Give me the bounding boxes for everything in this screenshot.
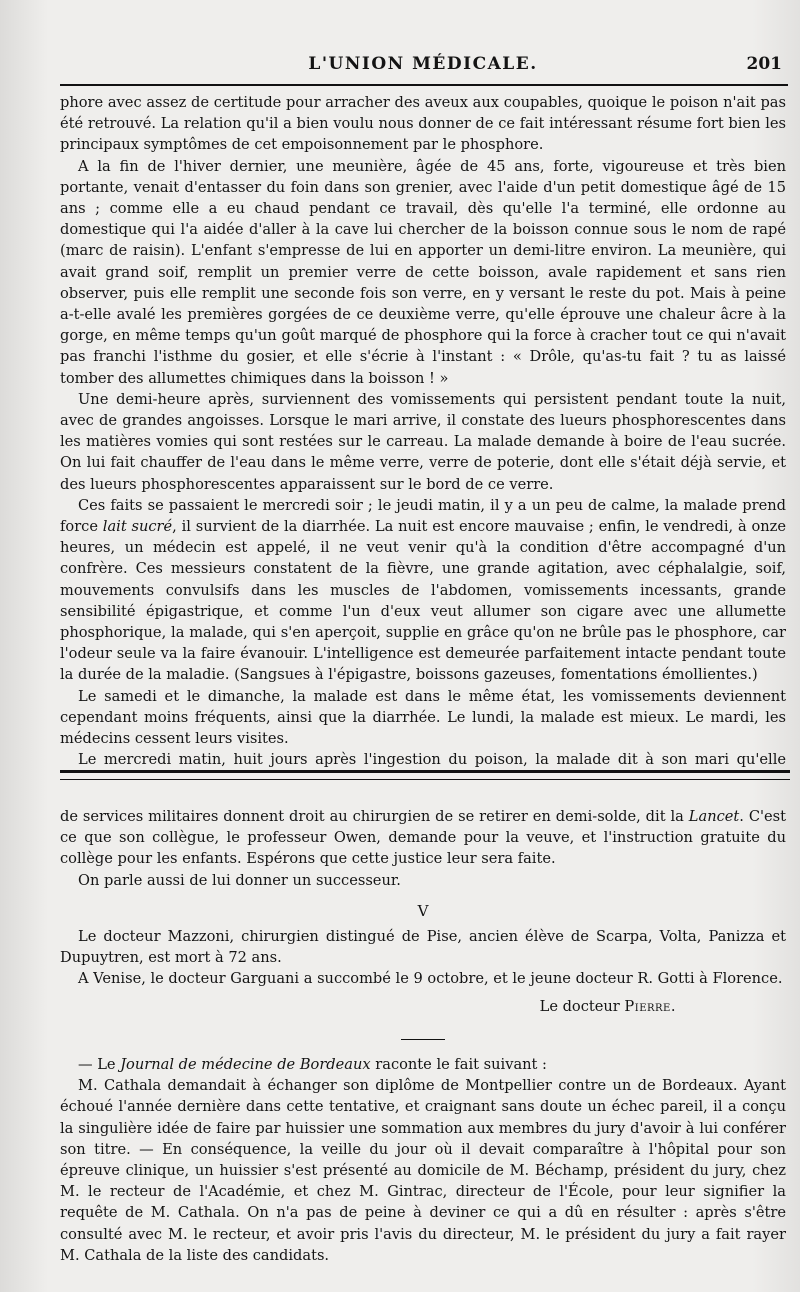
main-article: [60, 92, 786, 771]
page-number: 201: [746, 54, 782, 74]
paragraph: [60, 1054, 786, 1075]
paragraph: M. Cathala demandait à échanger son diplôme de Montpellier contre un de Bordeaux. Ayant échoué l'année dernière dans cette tentative, et craignant sans doute un échec pareil, il a conçu la singulière idée de faire par huissier une sommation aux membres du jury d'avoir à lui conférer son titre. — En conséquence, la veille du jour où il devait comparaître à l'hôpital pour son épreuve clinique, un huissier s'est présenté au domicile de M. Béchamp, président du jury, chez M. le recteur de l'Académie, et chez M. Gintrac, directeur de l'École, pour leur signifier la requête de M. Cathala. On n'a pas de peine à deviner ce qui a dû en résulter : après s'être consulté avec M. le recteur, et avoir pris l'avis du directeur, M. le président du jury a fait rayer M. Cathala de la liste des candidats.: [60, 1077, 786, 1264]
news-item: [60, 1054, 786, 1266]
feuilleton-divider: [60, 770, 790, 780]
paragraph: On parle aussi de lui donner un successeur.: [78, 871, 401, 889]
text-run: Ces faits se passaient le mercredi soir ; le jeudi matin, il y a un peu de calme, la malade prend force: [60, 496, 786, 536]
text-run: . C'est ce que son collègue, le professeur Owen, demande pour la veuve, et l'instruction gratuite du collège pour les enfants. Espérons que cette justice leur sera faite.: [60, 808, 787, 868]
text-run: — Le: [78, 1056, 121, 1073]
header-rule: [60, 84, 788, 86]
paragraph: Le docteur Mazzoni, chirurgien distingué de Pise, ancien élève de Scarpa, Volta, Panizza et Dupuytren, est mort à 72 ans.: [60, 928, 786, 967]
paragraph: A la fin de l'hiver dernier, une meunière, âgée de 45 ans, forte, vigoureuse et très bien portante, venait d'entasser du foin dans son grenier, avec l'aide d'un petit domestique âgé de 15 ans ; comme elle a eu chaud pendant ce travail, dès qu'elle l'a terminé, elle ordonne au domestique qui l'a aidée d'aller à la cave lui chercher de la boisson connue sous le nom de rapé (marc de raisin). L'enfant s'empresse de lui en apporter un demi-litre environ. La meunière, qui avait grand soif, remplit un premier verre de cette boisson, avale rapidement et sans rien observer, puis elle remplit une seconde fois son verre, en y versant le reste du pot. Mais à peine a-t-elle avalé les premières gorgées de ce deuxième verre, qu'elle éprouve une chaleur âcre à la gorge, en même temps qu'un goût marqué de phosphore qui la force à cracher tout ce qui n'avait pas franchi l'isthme du gosier, et elle s'écrie à l'instant : « Drôle, qu'as-tu fait ? tu as laissé tomber des allumettes chimiques dans la boisson ! »: [60, 157, 786, 387]
paragraph: [60, 806, 786, 870]
running-title: L'UNION MÉDICALE.: [308, 54, 538, 74]
page-header: [60, 54, 786, 82]
paragraph-continued: phore avec assez de certitude pour arracher des aveux aux coupables, quoique le poison n'ait pas été retrouvé. La relation qu'il a bien voulu nous donner de ce fait intéressant résume fort bien les principaux symptômes de cet empoisonnement par le phosphore.: [60, 94, 786, 154]
author-signature: [60, 996, 786, 1017]
section-numeral: V: [417, 901, 429, 920]
italic-phrase: lait sucré: [102, 518, 173, 536]
signature-name: Pierre.: [624, 997, 676, 1015]
separator-rule: [401, 1039, 445, 1040]
italic-journal-name: Journal de médecine de Bordeaux: [120, 1056, 371, 1073]
paragraph: Une demi-heure après, surviennent des vomissements qui persistent pendant toute la nuit, avec de grandes angoisses. Lorsque le mari arrive, il constate des lueurs phosphorescentes dans les matières vomies qui sont restées sur le carreau. La malade demande à boire de l'eau sucrée. On lui fait chauffer de l'eau dans le même verre, verre de poterie, dont elle s'était déjà servie, et des lueurs phosphorescentes apparaissent sur le bord de ce verre.: [60, 390, 786, 493]
text-run: de services militaires donnent droit au chirurgien de se retirer en demi-solde, dit la: [60, 808, 689, 825]
text-run: raconte le fait suivant :: [370, 1056, 547, 1073]
paragraph: Le samedi et le dimanche, la malade est dans le même état, les vomissements deviennent cependant moins fréquents, ainsi que la diarrhée. Le lundi, la malade est mieux. Le mardi, les médecins cessent leurs visites.: [60, 687, 786, 748]
text-run: , il survient de la diarrhée. La nuit est encore mauvaise ; enfin, le vendredi, à onze heures, un médecin est appelé, il ne veut venir qu'à la condition d'être accompagné d'un confrère. Ces messieurs constatent de la fièvre, une grande agitation, avec céphalalgie, soif, mouvements convulsifs dans les muscles de l'abdomen, vomissements incessants, grande sensibilité épigastrique, et comme l'un d'eux veut allumer son cigare avec une allumette phosphorique, la malade, qui s'en aperçoit, supplie en grâce qu'on ne brûle pas le phosphore, car l'odeur seule va la faire évanouir. L'intelligence est demeurée parfaitement intacte pendant toute la durée de la maladie. (Sangsues à l'épigastre, boissons gazeuses, fomentations émollientes.): [60, 518, 786, 684]
signature-prefix: Le docteur: [539, 997, 625, 1015]
paragraph: A Venise, le docteur Garguani a succombé le 9 octobre, et le jeune docteur R. Gotti à Florence.: [78, 970, 783, 988]
italic-title: Lancet: [688, 808, 740, 825]
feuilleton-section: [60, 806, 786, 1050]
paragraph: [60, 495, 786, 686]
paragraph-continues: Le mercredi matin, huit jours après l'ingestion du poison, la malade dit à son mari qu'elle: [78, 751, 786, 769]
